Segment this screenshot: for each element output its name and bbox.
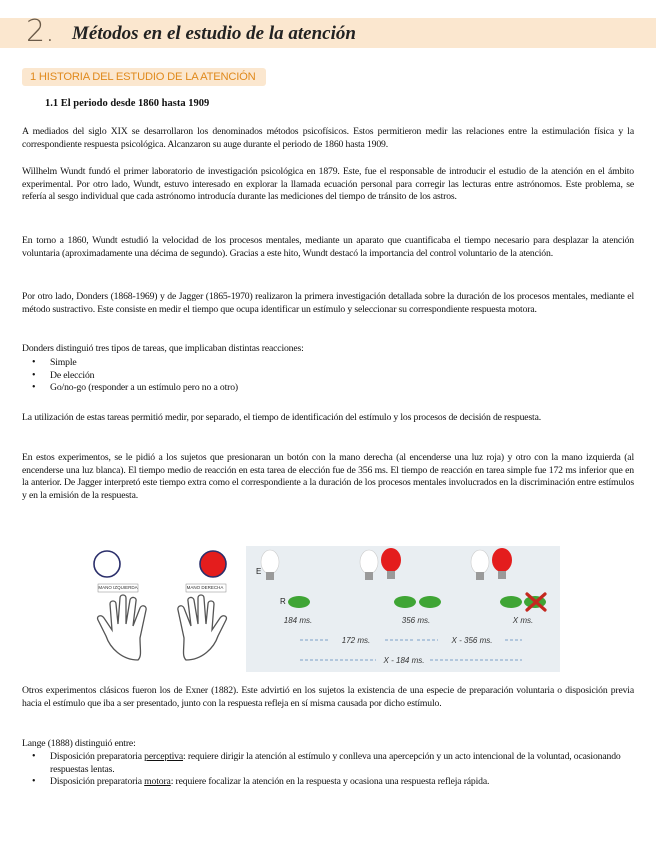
task-types-list [22, 357, 622, 395]
item-text: : requiere dirigir la atención al estímulo y conlleva una apercepción y un acto intencional de la voluntad, ocasionando respuestas lentas. [50, 751, 621, 775]
section-heading: 1 HISTORIA DEL ESTUDIO DE LA ATENCIÓN [22, 68, 266, 86]
chapter-title: Métodos en el estudio de la atención [72, 23, 356, 44]
paragraph: Donders distinguió tres tipos de tareas, que implicaban distintas reacciones: [22, 343, 304, 354]
list-item: • De elección [22, 370, 622, 383]
left-hand-label: MANO IZQUIERDA [98, 585, 138, 590]
e-label: E [256, 567, 262, 576]
list-item [22, 776, 634, 789]
dispositions-list [22, 751, 634, 789]
right-hand-label: MANO DERECHA [186, 585, 224, 590]
item-term: motora [144, 776, 171, 788]
list-item: • Simple [22, 357, 622, 370]
total-label: X - 184 ms. [383, 656, 425, 665]
diff-label: 172 ms. [341, 636, 371, 645]
paragraph: Por otro lado, Donders (1868-1969) y de Jagger (1865-1970) realizaron la primera investigación detallada sobre la duración de los procesos mentales, mediante el método sustractivo. Este consiste en medir el tiempo que ocupa identificar un estímulo y seleccionar su correspondiente respuesta motora. [22, 291, 634, 315]
green-button-icon [419, 596, 441, 608]
item-prefix: Disposición preparatoria [50, 776, 145, 788]
list-item: • Go/no-go (responder a un estímulo pero no a otro) [22, 382, 622, 395]
paragraph: Lange (1888) distinguió entre: [22, 738, 136, 749]
paragraph: La utilización de estas tareas permitió medir, por separado, el tiempo de identificación del estímulo y los procesos de decisión de respuesta. [22, 412, 542, 423]
diff-label: X - 356 ms. [451, 636, 493, 645]
time-label: 184 ms. [283, 616, 313, 625]
paragraph: Willhelm Wundt fundó el primer laboratorio de investigación psicológica en 1879. Este, fue el responsable de introducir el estudio de la atención en el ámbito experimental. Por otro lado, Wundt, estuvo interesado en explorar la llamada ecuación personal para corregir las lecturas entre astrónomos. Este problema, se refería al sesgo individual que cada astrónomo introducía durante las mediciones del tiempo de tránsito de los astros. [22, 166, 634, 203]
list-item [22, 751, 634, 776]
paragraph: En torno a 1860, Wundt estudió la velocidad de los procesos mentales, mediante un aparato que cuantificaba el tiempo necesario para desplazar la atención voluntaria (aproximadamente una décima de segundo). Gracias a este hito, Wundt destacó la importancia del control voluntario de la atención. [22, 235, 634, 259]
reaction-time-figure [0, 538, 656, 678]
r-label: R [280, 597, 286, 606]
left-hand-icon [98, 595, 147, 660]
paragraph: A mediados del siglo XIX se desarrollaron los denominados métodos psicofísicos. Estos permitieron medir las relaciones entre la estimulación física y la correspondiente respuesta psicológica. Alcanzaron su auge durante el periodo de 1860 hasta 1909. [22, 126, 634, 150]
time-label: 356 ms. [401, 616, 431, 625]
green-button-icon [500, 596, 522, 608]
red-light-icon [200, 551, 226, 577]
item-term: perceptiva [144, 751, 184, 762]
figure-svg [0, 538, 656, 678]
paragraph: Otros experimentos clásicos fueron los de Exner (1882). Este advirtió en los sujetos la existencia de una especie de preparación voluntaria o disposición previa hacia el estímulo que iba a ser presentado, junto con la respuesta refleja en sí misma causada por dicho estímulo. [22, 685, 634, 709]
paragraph: En estos experimentos, se le pidió a los sujetos que presionaran un botón con la mano derecha (al encenderse una luz roja) y otro con la mano izquierda (al encenderse una luz blanca). El tiempo medio de reacción en esta tarea de elección fue de 356 ms. El tiempo de reacción en tarea simple fue 172 ms inferior que en la anterior. De Jagger interpretó este tiempo extra como el correspondiente a la duración de los procesos mentales involucrados en la discriminación entre estímulos y en la emisión de la respuesta. [22, 452, 634, 501]
time-label: X ms. [512, 616, 534, 625]
panel-background [246, 546, 560, 672]
subsection-heading: 1.1 El periodo desde 1860 hasta 1909 [45, 98, 210, 109]
chapter-number: 2. [26, 14, 55, 49]
white-light-icon [94, 551, 120, 577]
item-text: : requiere focalizar la atención en la respuesta y ocasiona una respuesta refleja rápida. [170, 776, 490, 788]
green-button-icon [394, 596, 416, 608]
green-button-icon [288, 596, 310, 608]
item-prefix: Disposición preparatoria [50, 751, 145, 762]
right-hand-icon [178, 595, 227, 660]
